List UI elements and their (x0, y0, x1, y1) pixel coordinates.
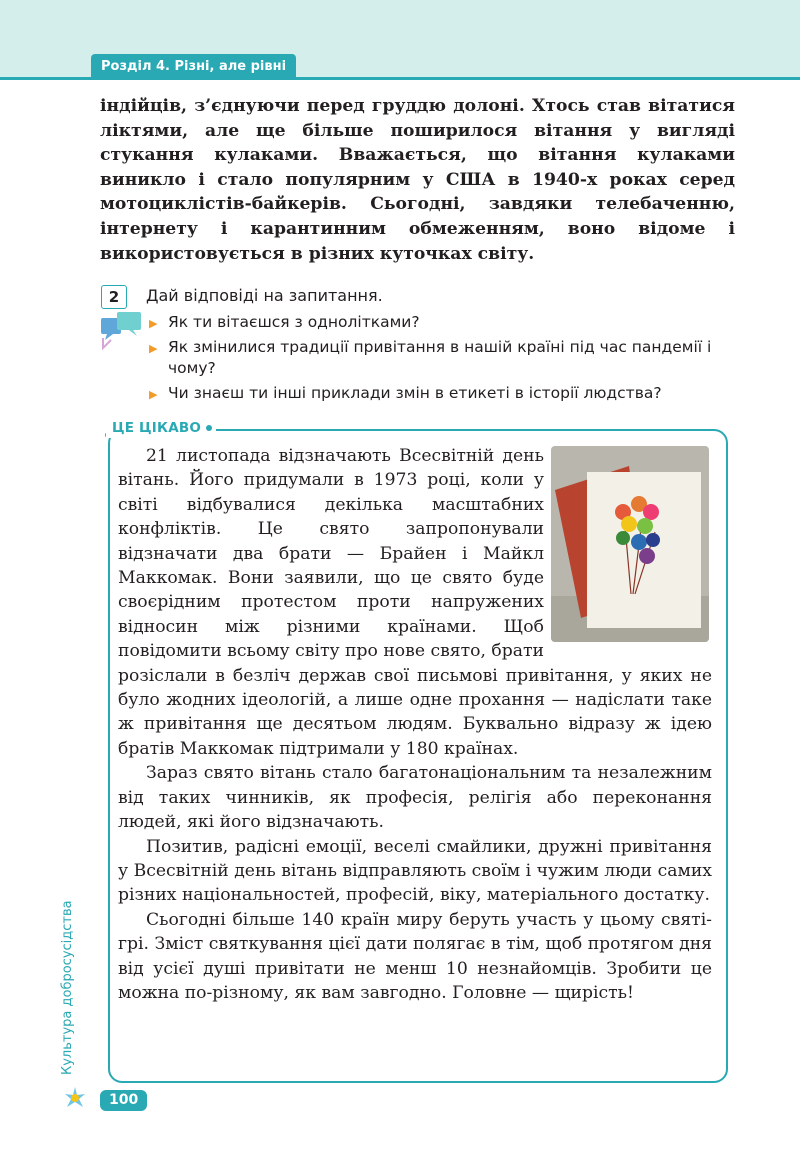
section-tab: Розділ 4. Різні, але рівні (91, 54, 296, 78)
bullet-triangle-icon: ▶ (149, 387, 158, 401)
task-number: 2 (101, 285, 127, 309)
question-item (145, 383, 735, 405)
question-item (145, 312, 735, 334)
label-dot (206, 425, 212, 431)
interesting-box-text (118, 444, 712, 1005)
intro-paragraph: індійців, з’єднуючи перед груддю долоні. Хтось став вітатися ліктями, але ще більше поширилося вітання у вигляді стукання кулаками. Вважається, що вітання кулаками виникло і стало популярним у США в 1940-х роках серед мотоциклістів-байкерів. Сьогодні, завдяки телебаченню, інтернету і карантинним обмеженням, воно відоме і використовується в різних куточках світу. (100, 96, 735, 264)
box-paragraph: Сьогодні більше 140 країн миру беруть участь у цьому святі-грі. Зміст святкування цієї дати полягає в тім, щоб протягом дня від усієї душі привітати не менш 10 незнайомців. Зробити це можна по-різному, як вам завгодно. Головне — щирість! (118, 909, 712, 1003)
label-text: ЦЕ ЦІКАВО (112, 420, 202, 436)
question-list (145, 312, 735, 407)
discussion-speech-bubbles-icon (99, 310, 145, 350)
flower-star-icon (63, 1086, 87, 1110)
book-title: Культура добросусідства (60, 900, 75, 1075)
question-text: Чи знаєш ти інші приклади змін в етикеті в історії людства? (168, 383, 662, 402)
question-text: Як ти вітаєшся з однолітками? (168, 313, 420, 331)
box-paragraph: Позитив, радісні емоції, веселі смайлики, дружні привітання у Всесвітній день вітань відправляють своїм і чужим люди самих різних національностей, професій, віку, матеріального достатку. (118, 836, 712, 906)
box-paragraph: Зараз свято вітань стало багатонаціональним та незалежним від таких чинників, як професія, релігія або переконання людей, які його відзначають. (118, 763, 712, 833)
bullet-triangle-icon: ▶ (149, 317, 158, 330)
bullet-triangle-icon: ▶ (149, 341, 158, 355)
question-item (145, 337, 735, 380)
interesting-box-label (106, 418, 216, 438)
box-paragraph: 21 листопада відзначають Всесвітній день вітань. Його придумали в 1973 році, коли у світі відбувалися декілька масштабних конфліктів. Це свято запропонували відзначати два брати — Брайен і Майкл Маккомак. Вони заявили, що це свято буде своєрідним протестом проти напружених відносин між різними країнами. Щоб повідомити всьому світу про нове свято, брати розіслали в безліч держав свої письмові привітання, у яких не було жодних ідеологій, а лише одне прохання — надіслати таке ж привітання ще десятьом людям. Буквально відразу ж ідею братів Маккомак підтримали у 180 країнах. (118, 446, 712, 759)
task-title: Дай відповіді на запитання. (146, 286, 383, 305)
intro-text (100, 94, 735, 266)
image-space (544, 444, 712, 644)
question-text: Як змінилися традиції привітання в нашій країні під час пандемії і чому? (168, 337, 712, 377)
page-number: 100 (100, 1090, 147, 1111)
